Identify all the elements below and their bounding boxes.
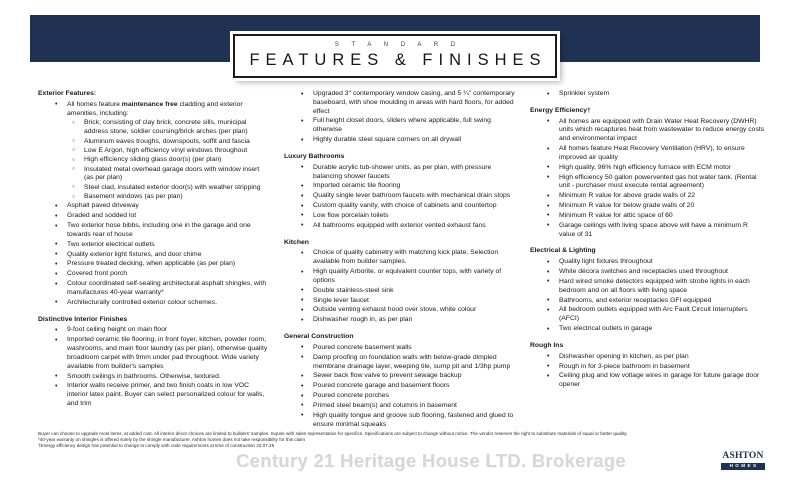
disclaimer-notes [38, 431, 758, 450]
bullet-icon: • [547, 118, 550, 126]
list-item-text: Pressure treated decking, when applicable (as per plan) [67, 260, 236, 268]
list-item-text: Architecturally controlled exterior colour schemes. [67, 298, 217, 306]
bullet-icon: • [55, 260, 58, 268]
section-list [530, 118, 766, 240]
bullet-icon: • [55, 251, 58, 259]
section-heading: Kitchen [284, 238, 309, 246]
bullet-icon: • [547, 222, 550, 230]
list-item [530, 372, 766, 390]
list-item [284, 287, 516, 296]
list-item [284, 402, 516, 411]
list-item-text: Graded and sodded lot [67, 212, 137, 220]
bullet-icon: • [301, 306, 304, 314]
bullet-icon: • [301, 117, 304, 125]
list-item-text: Poured concrete garage and basement floors [313, 382, 450, 390]
bullet-icon: • [301, 287, 304, 295]
list-item-text: Two exterior hose bibbs, including one in the garage and one towards rear of house [67, 222, 251, 238]
bullet-icon: • [547, 192, 550, 200]
bullet-icon: • [55, 280, 58, 288]
bullet-icon: • [547, 297, 550, 305]
bullet-icon: • [301, 402, 304, 410]
list-item-text: All homes are equipped with Drain Water Heat Recovery (DWHR) units which recaptures heat from wastewater to reduce energy costs and environmental impact [559, 117, 765, 143]
sub-list-item [38, 156, 270, 165]
list-item [530, 192, 766, 201]
bullet-icon: • [547, 202, 550, 210]
bullet-icon: • [301, 268, 304, 276]
sub-list-item [38, 119, 270, 137]
list-item [530, 268, 766, 277]
list-item [38, 241, 270, 250]
list-item-text: White décora switches and receptacles used throughout [559, 268, 728, 276]
list-item-text: Minimum R value for below grade walls of 20 [559, 202, 695, 210]
section-heading: Distinctive Interior Finishes [38, 315, 128, 323]
list-item [284, 249, 516, 267]
list-item [530, 363, 766, 372]
section-heading: Exterior Features: [38, 90, 97, 97]
list-item-text: Colour coordinated self-sealing architectural asphalt shingles, with manufactures 40-year warranty* [67, 280, 267, 296]
list-item-text: Smooth ceilings in bathrooms. Otherwise, textured. [67, 372, 221, 380]
list-item [38, 373, 270, 382]
bullet-icon: • [547, 145, 550, 153]
list-item [284, 392, 516, 401]
section-heading: Luxury Bathrooms [284, 152, 345, 160]
list-item-text: Asphalt paved driveway [67, 202, 139, 210]
list-item [38, 326, 270, 335]
list-item-text: Outside venting exhaust hood over stove, white colour [313, 306, 477, 314]
list-item-text: Single lever faucet [313, 296, 369, 304]
list-item-text: Upgraded 3" contemporary window casing, and 5 ¼" contemporary baseboard, with shoe moulding in areas with hard floors, for added effect [313, 90, 515, 115]
bullet-icon: • [55, 336, 58, 344]
list-item-text: Quality single lever bathroom faucets with mechanical drain stops [313, 192, 511, 200]
list-item [38, 202, 270, 211]
list-item [284, 117, 516, 135]
list-item [284, 344, 516, 353]
ashton-homes-logo [721, 452, 765, 470]
list-item [530, 145, 766, 163]
sub-list-item-text: Insulated metal overhead garage doors with window insert (as per plan) [84, 165, 260, 182]
bullet-icon: • [55, 373, 58, 381]
list-item [38, 260, 270, 269]
sub-list-item-text: Aluminum eaves troughs, downspouts, soffit and fascia [84, 137, 250, 145]
bullet-icon: • [301, 192, 304, 200]
list-item-text: Low flow porcelain toilets [313, 211, 389, 219]
bullet-icon: • [55, 270, 58, 278]
bullet-icon: • [55, 212, 58, 220]
list-item-text: Double stainless-steel sink [313, 286, 394, 294]
sub-list-item [38, 166, 270, 184]
list-item [530, 258, 766, 267]
column-2 [284, 90, 516, 430]
list-item-text: Quality light fixtures throughout [559, 258, 653, 266]
list-item-text: High efficiency 50 gallon powervented gas hot water tank. (Rental unit - purchaser must execute rental agreement) [559, 173, 757, 190]
circle-bullet-icon: ○ [72, 184, 76, 191]
bullet-icon: • [301, 316, 304, 324]
bullet-icon: • [301, 212, 304, 220]
bullet-icon: • [301, 382, 304, 390]
brokerage-watermark: Century 21 Heritage House LTD. Brokerage [236, 450, 626, 471]
disclaimer-line: †Energy efficiency design has potential to change to comply with code requirements at time of construction 23.07.25 [38, 443, 275, 449]
list-item-text: Full height closet doors, sliders where applicable, full swing otherwise [313, 117, 491, 134]
list-item-text: Choice of quality cabinetry with matching kick plate. Selection available from builder samples. [313, 249, 499, 266]
bullet-icon: • [301, 202, 304, 210]
title-kicker: S T A N D A R D [334, 42, 461, 48]
list-item-text: Garage ceilings with living space above will have a minimum R value of 31 [559, 221, 748, 238]
bullet-icon: • [547, 325, 550, 333]
list-item-text: Custom quality vanity, with choice of cabinets and countertop [313, 202, 497, 210]
list-item-text: High quality Arborite, or equivalent counter tops, with variety of options [313, 268, 502, 284]
bullet-icon: • [547, 372, 550, 380]
list-item [284, 136, 516, 145]
list-item [38, 336, 270, 371]
section-list [284, 90, 516, 145]
list-item [38, 280, 270, 298]
list-item-text: Minimum R value for attic space of 60 [559, 211, 673, 219]
bullet-icon: • [301, 354, 304, 362]
list-item-text: Poured concrete porches [313, 392, 389, 400]
list-item-text: All bedroom outlets equipped with Arc Fault Circuit Interrupters (AFCI) [559, 306, 748, 323]
list-item-text: Bathrooms, and exterior receptacles GFI equipped [559, 296, 712, 304]
bullet-icon: • [547, 353, 550, 361]
list-item [284, 182, 516, 191]
bullet-icon: • [301, 249, 304, 257]
list-item [530, 222, 766, 240]
list-item [284, 372, 516, 381]
list-item [530, 202, 766, 211]
bullet-icon: • [547, 164, 550, 172]
bullet-icon: • [55, 382, 58, 390]
list-item [38, 299, 270, 308]
bullet-icon: • [547, 90, 550, 98]
list-item-text: Two electrical outlets in garage [559, 325, 653, 333]
section-heading: Rough Ins [530, 341, 564, 349]
list-item-text: Sewer back flow valve to prevent sewage backup [313, 372, 462, 380]
bullet-icon: • [301, 372, 304, 380]
list-item [284, 222, 516, 231]
bullet-icon: • [301, 136, 304, 144]
bullet-icon: • [55, 101, 58, 109]
section-heading: General Construction [284, 333, 354, 341]
circle-bullet-icon: ○ [72, 156, 76, 163]
section-heading: Energy Efficiency† [530, 106, 591, 114]
bullet-icon: • [547, 212, 550, 220]
section-list [284, 249, 516, 325]
list-item [38, 270, 270, 279]
list-item [530, 164, 766, 173]
list-item-text: All homes feature maintenance free cladding and exterior amenities, including: [67, 100, 243, 117]
bullet-icon: • [547, 363, 550, 371]
list-item-text: Covered front porch [67, 270, 128, 278]
bullet-icon: • [55, 326, 58, 334]
list-item-text: 9-foot ceiling height on main floor [67, 326, 168, 334]
list-item [530, 353, 766, 362]
list-item-text: All homes feature Heat Recovery Ventilation (HRV), to ensure improved air quality [559, 145, 745, 161]
list-item [38, 382, 270, 408]
sub-list-item-text: Basement windows (as per plan) [84, 193, 183, 201]
bullet-icon: • [301, 164, 304, 172]
list-item-text: Damp proofing on foundation walls with below-grade dimpled membrane drainage layer, weeping tile, sump pit and 1/3hp pump [313, 353, 511, 370]
section-list [38, 101, 270, 308]
sub-list-item [38, 147, 270, 156]
list-item-text: All bathrooms equipped with exterior vented exhaust fans [313, 221, 486, 229]
list-item [284, 192, 516, 201]
list-item [284, 164, 516, 182]
list-item [530, 174, 766, 192]
list-item-text: Sprinkler system [559, 90, 610, 97]
list-item [284, 306, 516, 315]
list-item [284, 90, 516, 116]
sub-list-item [38, 193, 270, 202]
bullet-icon: • [55, 241, 58, 249]
bullet-icon: • [301, 344, 304, 352]
bullet-icon: • [55, 222, 58, 230]
bullet-icon: • [301, 412, 304, 420]
bullet-icon: • [55, 202, 58, 210]
disclaimer-line: Buyer can choose to upgrade most items, at added cost. All interior décor choices are limited to builders’ samples. Inquire with sales representative for specifics. Specifications are subject to change without notice. The vendor reserves the right to substitute materials of equal or better quality. [38, 431, 628, 436]
sub-list [38, 119, 270, 201]
list-item [530, 306, 766, 324]
list-item-text: Dishwasher opening in kitchen, as per plan [559, 352, 689, 360]
list-item [530, 278, 766, 296]
sub-list-item-text: Steel clad, insulated exterior door(s) with weather stripping [84, 183, 261, 191]
section-list [530, 258, 766, 334]
list-item [38, 251, 270, 260]
column-1 [38, 90, 270, 430]
disclaimer-line: *40-year warranty on shingles is offered solely by the shingle manufacturer. Ashton homes does not take responsibility for this claim [38, 437, 306, 443]
list-item-text: Interior walls receive primer, and two finish coats in low VOC interior latex paint. Buyer can select personalized colour for walls, and trim [67, 382, 265, 407]
bullet-icon: • [55, 299, 58, 307]
list-item [38, 222, 270, 240]
list-item [530, 212, 766, 221]
list-item [284, 297, 516, 306]
bullet-icon: • [301, 182, 304, 190]
sub-list-item-text: Brick; consisting of clay brick, concrete sills, municipal address stone, soldier coursing/brick arches (per plan) [84, 119, 248, 136]
section-list [284, 164, 516, 231]
bullet-icon: • [547, 306, 550, 314]
list-item [530, 90, 766, 99]
column-3 [530, 90, 766, 430]
list-item-text: High quality tongue and groove sub flooring, fastened and glued to ensure minimal squeaks [313, 411, 514, 428]
list-item [284, 316, 516, 325]
bullet-icon: • [301, 222, 304, 230]
sub-list-item [38, 184, 270, 193]
bullet-icon: • [301, 90, 304, 98]
list-item-text: Durable acrylic tub-shower units, as per plan, with pressure balancing shower faucets [313, 163, 492, 180]
list-item-text: Highly durable steel square corners on all drywall [313, 136, 462, 144]
list-item-text: Hard wired smoke detectors equipped with strobe lights in each bedroom and on all floors with living space [559, 277, 750, 294]
list-item [530, 297, 766, 306]
circle-bullet-icon: ○ [72, 147, 76, 154]
bullet-icon: • [547, 278, 550, 286]
sub-list-item [38, 138, 270, 147]
list-item [284, 354, 516, 372]
list-item [284, 412, 516, 430]
page-title: FEATURES & FINISHES [249, 51, 547, 69]
sub-list-item-text: High efficiency sliding glass door(s) (per plan) [84, 156, 222, 164]
list-item-text: Ceiling plug and low voltage wires in garage for future garage door opener [559, 372, 760, 389]
bullet-icon: • [301, 392, 304, 400]
circle-bullet-icon: ○ [72, 119, 76, 126]
list-item-text: Minimum R value for above grade walls of 22 [559, 192, 696, 200]
list-item-text: Imported ceramic tile flooring [313, 182, 401, 190]
list-item [38, 212, 270, 221]
list-item-text: Two exterior electrical outlets [67, 240, 155, 248]
title-box [233, 34, 557, 78]
circle-bullet-icon: ○ [72, 166, 76, 173]
section-list [530, 90, 766, 99]
section-heading: Electrical & Lighting [530, 247, 596, 255]
bullet-icon: • [547, 258, 550, 266]
section-list [530, 353, 766, 390]
list-item [530, 118, 766, 144]
section-list [284, 344, 516, 429]
circle-bullet-icon: ○ [72, 193, 76, 200]
list-item [284, 212, 516, 221]
bullet-icon: • [547, 268, 550, 276]
list-item-text: High quality, 96% high efficiency furnace with ECM motor [559, 163, 732, 171]
content-columns [38, 90, 766, 430]
list-item-text: Imported ceramic tile flooring, in front foyer, kitchen, powder room, washrooms, and main floor laundry (as per plan), otherwise quality broadloom carpet with 9mm under pad throughout. Wide variety available from builder's samples [67, 336, 268, 370]
logo-name: ASHTON [722, 451, 764, 461]
section-list [38, 326, 270, 408]
list-item-text: Dishwasher rough in, as per plan [313, 316, 413, 324]
circle-bullet-icon: ○ [72, 138, 76, 145]
list-item-text: Quality exterior light fixtures, and door chime [67, 250, 202, 258]
list-item [38, 101, 270, 119]
list-item-text: Primed steel beam(s) and columns in basement [313, 401, 457, 409]
list-item [284, 382, 516, 391]
bullet-icon: • [547, 174, 550, 182]
list-item [284, 268, 516, 286]
list-item-text: Rough in for 3-piece bathroom in basement [559, 362, 690, 370]
bullet-icon: • [301, 297, 304, 305]
list-item-text: Poured concrete basement walls [313, 343, 412, 351]
list-item [284, 202, 516, 211]
sub-list-item-text: Low E Argon, high efficiency vinyl windows throughout [84, 146, 248, 154]
logo-sub: HOMES [721, 463, 765, 470]
list-item [530, 325, 766, 334]
